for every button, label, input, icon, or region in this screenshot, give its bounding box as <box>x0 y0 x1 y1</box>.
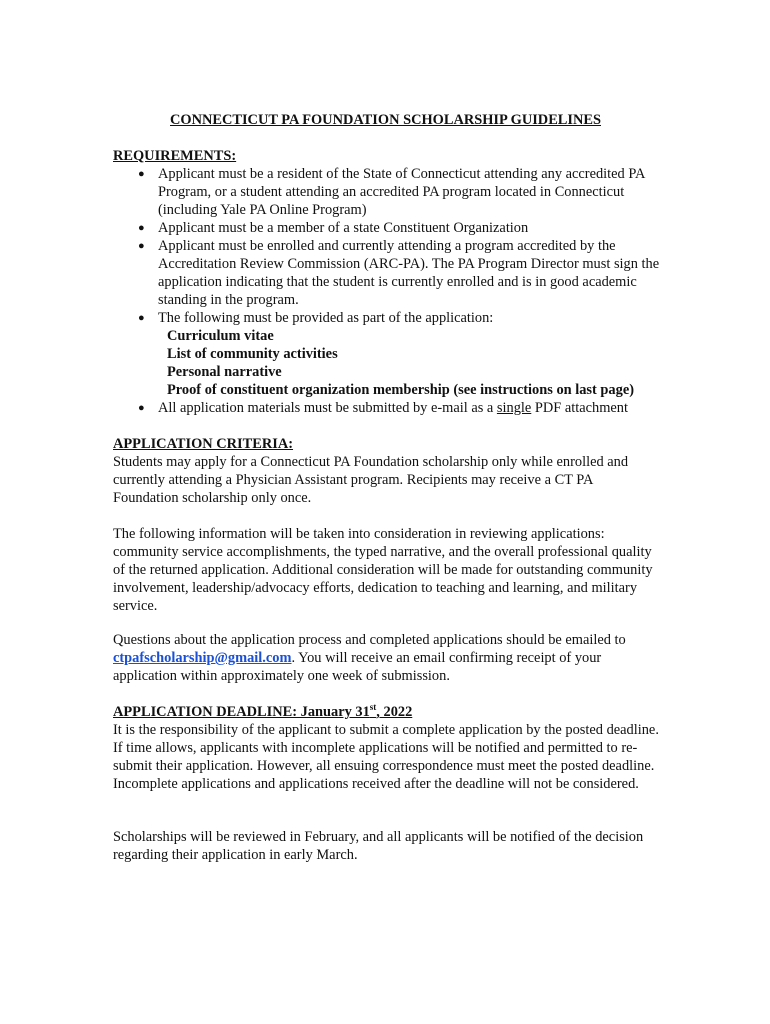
provided-item-cv: Curriculum vitae <box>167 328 274 344</box>
requirement-item-submission <box>113 399 673 417</box>
requirement-text: Applicant must be enrolled and currently attending a program accredited by the Accreditation Review Commission (ARC-PA). The PA Program Director must sign the application indicating that the student is currently enrolled and is in good academic standing in the program. <box>158 238 660 308</box>
requirement-item-residency <box>113 165 673 219</box>
submission-text-start: All application materials must be submitted by e-mail as a <box>158 400 497 416</box>
bullet-icon: ● <box>138 402 145 414</box>
questions-text-start: Questions about the application process and completed applications should be emailed to <box>113 632 626 648</box>
page-title: CONNECTICUT PA FOUNDATION SCHOLARSHIP GUIDELINES <box>170 112 601 128</box>
criteria-paragraph-questions <box>113 631 661 685</box>
requirements-heading: REQUIREMENTS: <box>113 148 237 164</box>
criteria-paragraph-consideration: The following information will be taken into consideration in reviewing applications: community service accomplishments, the typed narrative, and the overall professional quality of the returned application. Additional consideration will be made for outstanding community involvement, leadership/advocacy efforts, dedication to teaching and learning, and military service. <box>113 526 653 614</box>
bullet-icon: ● <box>138 312 145 324</box>
requirement-text: Applicant must be a resident of the State of Connecticut attending any accredited PA Program, or a student attending an accredited PA program located in Connecticut (including Yale PA Online Program) <box>158 166 645 218</box>
deadline-heading-sup: st <box>369 702 377 713</box>
submission-text-single: single <box>496 400 532 416</box>
deadline-heading-text: APPLICATION DEADLINE: January 31 <box>113 704 370 720</box>
requirement-item-provided <box>113 309 673 399</box>
requirement-item-enrollment <box>113 237 673 309</box>
submission-text-end: PDF attachment <box>531 400 629 416</box>
criteria-paragraph-eligibility: Students may apply for a Connecticut PA Foundation scholarship only while enrolled and currently attending a Physician Assistant program. Recipients may receive a CT PA Foundation scholarship only once. <box>113 454 629 506</box>
provided-item-membership-proof: Proof of constituent organization membership (see instructions on last page) <box>167 382 634 398</box>
scholarship-email-link[interactable]: ctpafscholarship@gmail.com <box>113 650 292 666</box>
provided-item-activities: List of community activities <box>167 346 338 362</box>
requirement-text: The following must be provided as part of the application: <box>158 310 494 326</box>
provided-materials-list <box>158 327 673 399</box>
deadline-heading <box>113 703 661 721</box>
criteria-heading: APPLICATION CRITERIA: <box>113 436 294 452</box>
deadline-paragraph-review: Scholarships will be reviewed in February, and all applicants will be notified of the decision regarding their application in early March. <box>113 829 644 863</box>
bullet-icon: ● <box>138 168 145 180</box>
bullet-icon: ● <box>138 222 145 234</box>
requirement-text: Applicant must be a member of a state Constituent Organization <box>158 220 529 236</box>
deadline-paragraph-responsibility: It is the responsibility of the applicant to submit a complete application by the posted deadline. If time allows, applicants with incomplete applications will be notified and permitted to re-submit their application. However, all ensuing correspondence must meet the posted deadline. Incomplete applications and applications received after the deadline will not be considered. <box>113 722 659 792</box>
questions-text-end: . You will receive an email confirming receipt of your application within approximately one week of submission. <box>113 650 602 684</box>
requirements-list <box>113 165 673 417</box>
requirement-item-membership <box>113 219 673 237</box>
bullet-icon: ● <box>138 240 145 252</box>
deadline-heading-year: , 2022 <box>376 704 413 720</box>
provided-item-narrative: Personal narrative <box>167 364 282 380</box>
